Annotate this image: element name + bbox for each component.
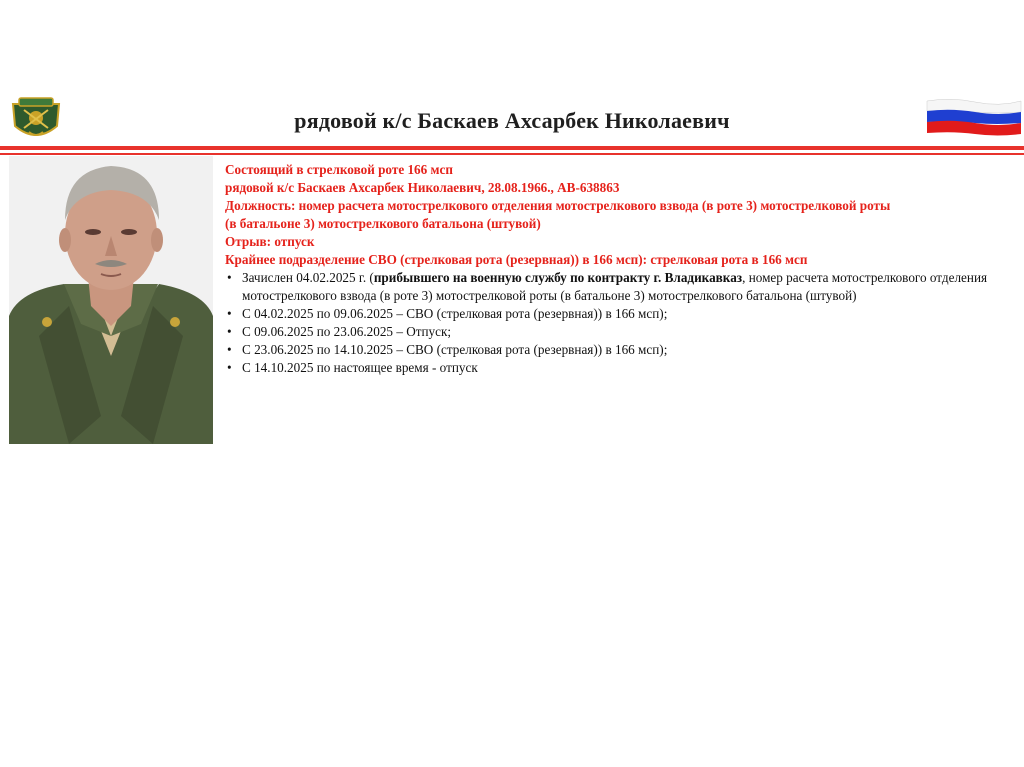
list-item: • С 14.10.2025 по настоящее время - отпуск — [225, 359, 1015, 377]
status-line: Отрыв: отпуск — [225, 234, 315, 249]
list-item: • С 23.06.2025 по 14.10.2025 – СВО (стрелковая рота (резервная)) в 166 мсп); — [225, 341, 1015, 359]
page-title: рядовой к/с Баскаев Ахсарбек Николаевич — [294, 108, 730, 133]
soldier-portrait-photo — [9, 156, 213, 444]
unit-line: Состоящий в стрелковой роте 166 мсп — [225, 162, 453, 177]
service-record — [225, 161, 1015, 377]
list-item: • Зачислен 04.02.2025 г. (прибывшего на военную службу по контракту г. Владикавказ, номер расчета мотострелкового отделения мотострелкового взвода (в роте 3) мотострелковой роты (в батальоне 3) мотострелкового батальона (штувой) — [225, 269, 1015, 305]
last-unit-line: Крайнее подразделение СВО (стрелковая рота (резервная)) в 166 мсп): стрелковая рота в 166 мсп — [225, 252, 808, 267]
list-item: • С 09.06.2025 по 23.06.2025 – Отпуск; — [225, 323, 1015, 341]
header-divider-thick — [0, 146, 1024, 150]
list-item: • С 04.02.2025 по 09.06.2025 – СВО (стрелковая рота (резервная)) в 166 мсп); — [225, 305, 1015, 323]
name-line: рядовой к/с Баскаев Ахсарбек Николаевич, 28.08.1966., АВ-638863 — [225, 180, 620, 195]
position-line-2: (в батальоне 3) мотострелкового батальона (штувой) — [225, 216, 541, 231]
service-events-list — [225, 269, 1015, 377]
header-divider-thin — [0, 153, 1024, 155]
position-line-1: Должность: номер расчета мотострелкового отделения мотострелкового взвода (в роте 3) мотострелковой роты — [225, 198, 891, 213]
